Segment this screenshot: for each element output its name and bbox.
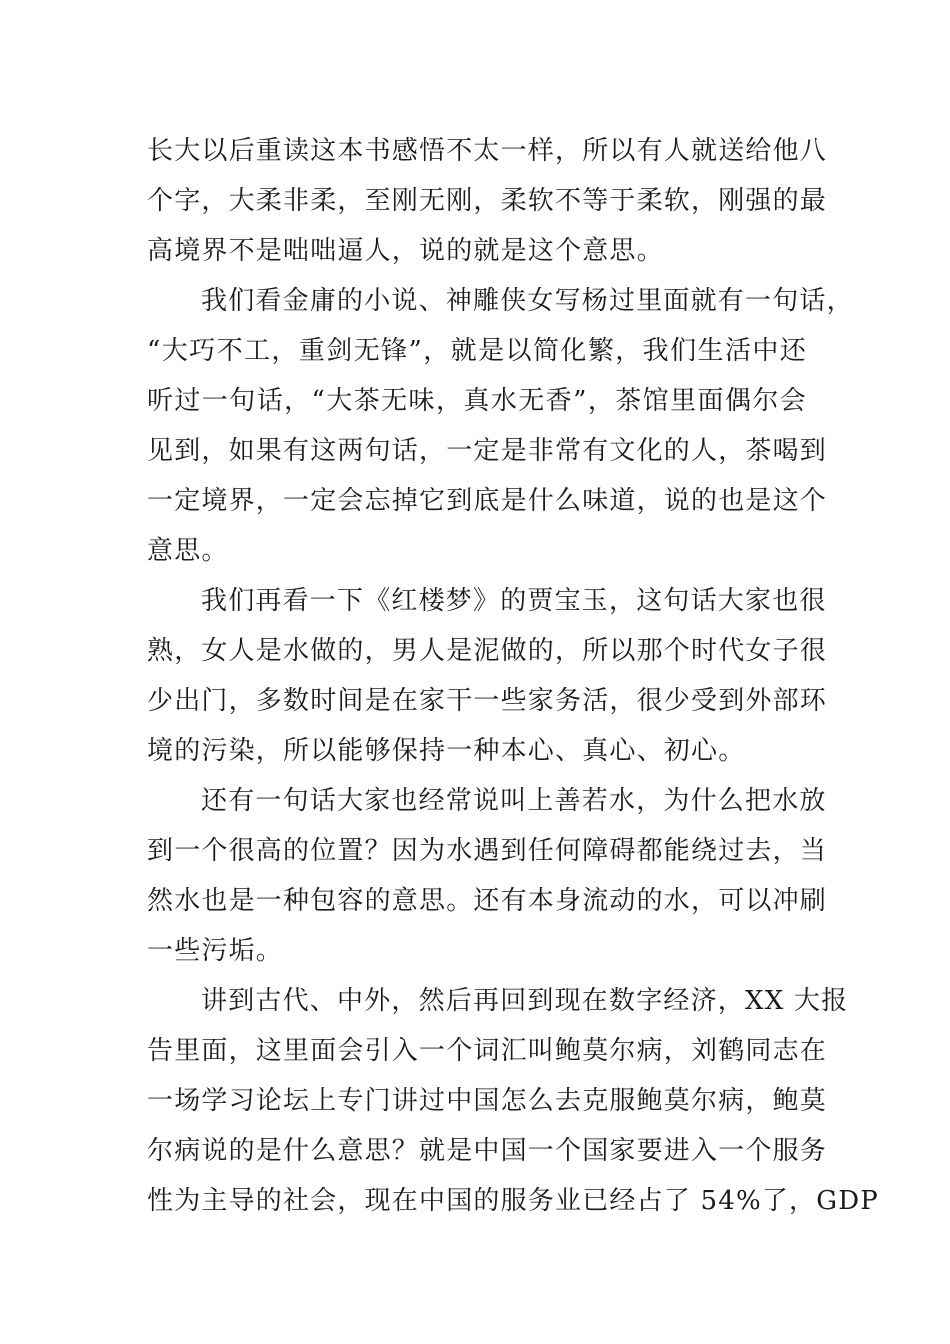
paragraph-4 (147, 776, 828, 976)
paragraph-5 (147, 976, 879, 1226)
text-line: 到一个很高的位置？因为水遇到任何障碍都能绕过去，当 (147, 836, 828, 866)
text-line: 讲到古代、中外，然后再回到现在数字经济，XX 大报 (201, 986, 849, 1016)
text-line: 我们再看一下《红楼梦》的贾宝玉，这句话大家也很 (201, 586, 827, 616)
text-line: 然水也是一种包容的意思。还有本身流动的水，可以冲刷 (147, 886, 828, 916)
text-line: 一些污垢。 (147, 936, 284, 966)
text-line: 个字，大柔非柔，至刚无刚，柔软不等于柔软，刚强的最 (147, 186, 828, 216)
paragraph-1 (147, 126, 828, 276)
text-line: 见到，如果有这两句话，一定是非常有文化的人，茶喝到 (147, 436, 828, 466)
text-line: 高境界不是咄咄逼人，说的就是这个意思。 (147, 236, 664, 266)
text-line: 性为主导的社会，现在中国的服务业已经占了 54%了，GDP (147, 1186, 879, 1216)
text-line: 我们看金庸的小说、神雕侠女写杨过里面就有一句话， (201, 286, 854, 316)
text-line: “大巧不工，重剑无锋”，就是以简化繁，我们生活中还 (147, 336, 807, 366)
text-line: 听过一句话，“大茶无味，真水无香”，茶馆里面偶尔会 (147, 386, 807, 416)
text-line: 境的污染，所以能够保持一种本心、真心、初心。 (147, 736, 746, 766)
paragraph-2 (147, 276, 854, 576)
text-line: 熟，女人是水做的，男人是泥做的，所以那个时代女子很 (147, 636, 828, 666)
text-line: 还有一句话大家也经常说叫上善若水，为什么把水放 (201, 786, 827, 816)
paragraph-3 (147, 576, 828, 776)
text-line: 一定境界，一定会忘掉它到底是什么味道，说的也是这个 (147, 486, 828, 516)
text-line: 少出门，多数时间是在家干一些家务活，很少受到外部环 (147, 686, 828, 716)
document-body (147, 126, 879, 1226)
text-line: 告里面，这里面会引入一个词汇叫鲍莫尔病，刘鹤同志在 (147, 1036, 828, 1066)
text-line: 尔病说的是什么意思？就是中国一个国家要进入一个服务 (147, 1136, 828, 1166)
text-line: 长大以后重读这本书感悟不太一样，所以有人就送给他八 (147, 136, 828, 166)
text-line: 一场学习论坛上专门讲过中国怎么去克服鲍莫尔病，鲍莫 (147, 1086, 828, 1116)
text-line: 意思。 (147, 536, 229, 566)
